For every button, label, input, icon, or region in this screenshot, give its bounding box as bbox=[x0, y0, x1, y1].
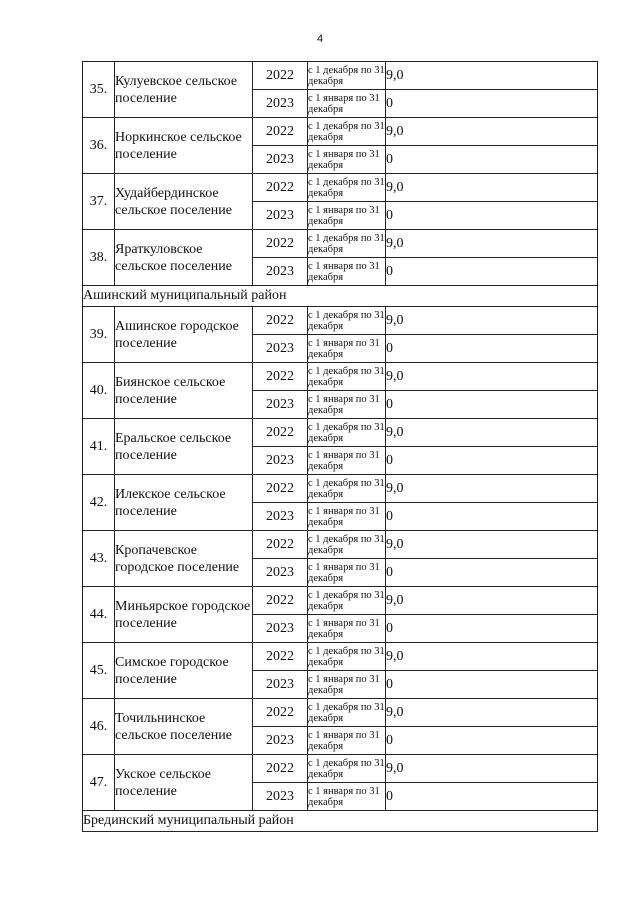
value-cell: 9,0 bbox=[386, 755, 598, 783]
table-row bbox=[83, 118, 598, 146]
year-cell: 2022 bbox=[253, 174, 308, 202]
period-cell: с 1 января по 31 декабря bbox=[308, 447, 386, 475]
row-number: 36. bbox=[83, 118, 115, 174]
settlement-name: Симское городское поселение bbox=[115, 643, 253, 699]
value-cell: 9,0 bbox=[386, 419, 598, 447]
value-cell: 0 bbox=[386, 90, 598, 118]
year-cell: 2022 bbox=[253, 118, 308, 146]
row-number: 35. bbox=[83, 62, 115, 118]
table-row bbox=[83, 475, 598, 503]
year-cell: 2023 bbox=[253, 559, 308, 587]
row-number: 43. bbox=[83, 531, 115, 587]
table-row bbox=[83, 230, 598, 258]
year-cell: 2023 bbox=[253, 615, 308, 643]
value-cell: 0 bbox=[386, 783, 598, 811]
table-row bbox=[83, 531, 598, 559]
period-cell: с 1 декабря по 31 декабря bbox=[308, 307, 386, 335]
period-cell: с 1 января по 31 декабря bbox=[308, 783, 386, 811]
row-number: 47. bbox=[83, 755, 115, 811]
year-cell: 2023 bbox=[253, 202, 308, 230]
settlement-name: Кропачевское городское поселение bbox=[115, 531, 253, 587]
period-cell: с 1 декабря по 31 декабря bbox=[308, 62, 386, 90]
period-cell: с 1 января по 31 декабря bbox=[308, 258, 386, 286]
year-cell: 2022 bbox=[253, 699, 308, 727]
table-row bbox=[83, 643, 598, 671]
table-row bbox=[83, 174, 598, 202]
period-cell: с 1 декабря по 31 декабря bbox=[308, 174, 386, 202]
row-number: 38. bbox=[83, 230, 115, 286]
year-cell: 2023 bbox=[253, 258, 308, 286]
period-cell: с 1 декабря по 31 декабря bbox=[308, 475, 386, 503]
year-cell: 2022 bbox=[253, 307, 308, 335]
value-cell: 9,0 bbox=[386, 230, 598, 258]
period-cell: с 1 января по 31 декабря bbox=[308, 391, 386, 419]
district-row bbox=[83, 811, 598, 832]
value-cell: 9,0 bbox=[386, 118, 598, 146]
value-cell: 0 bbox=[386, 727, 598, 755]
settlement-name: Худайбердинское сельское поселение bbox=[115, 174, 253, 230]
period-cell: с 1 января по 31 декабря bbox=[308, 559, 386, 587]
year-cell: 2022 bbox=[253, 643, 308, 671]
settlement-name: Яраткуловское сельское поселение bbox=[115, 230, 253, 286]
value-cell: 9,0 bbox=[386, 587, 598, 615]
value-cell: 0 bbox=[386, 671, 598, 699]
value-cell: 0 bbox=[386, 391, 598, 419]
year-cell: 2023 bbox=[253, 503, 308, 531]
table-row bbox=[83, 62, 598, 90]
value-cell: 9,0 bbox=[386, 363, 598, 391]
value-cell: 9,0 bbox=[386, 307, 598, 335]
district-name: Ашинский муниципальный район bbox=[83, 286, 598, 307]
row-number: 40. bbox=[83, 363, 115, 419]
year-cell: 2023 bbox=[253, 447, 308, 475]
value-cell: 0 bbox=[386, 335, 598, 363]
row-number: 44. bbox=[83, 587, 115, 643]
year-cell: 2022 bbox=[253, 363, 308, 391]
value-cell: 0 bbox=[386, 202, 598, 230]
table-row bbox=[83, 363, 598, 391]
settlement-name: Норкинское сельское поселение bbox=[115, 118, 253, 174]
period-cell: с 1 декабря по 31 декабря bbox=[308, 363, 386, 391]
period-cell: с 1 декабря по 31 декабря bbox=[308, 531, 386, 559]
row-number: 45. bbox=[83, 643, 115, 699]
row-number: 42. bbox=[83, 475, 115, 531]
period-cell: с 1 января по 31 декабря bbox=[308, 671, 386, 699]
tariff-table bbox=[82, 61, 598, 832]
value-cell: 0 bbox=[386, 503, 598, 531]
period-cell: с 1 января по 31 декабря bbox=[308, 615, 386, 643]
district-row bbox=[83, 286, 598, 307]
settlement-name: Биянское сельское поселение bbox=[115, 363, 253, 419]
period-cell: с 1 января по 31 декабря bbox=[308, 146, 386, 174]
year-cell: 2023 bbox=[253, 391, 308, 419]
value-cell: 0 bbox=[386, 559, 598, 587]
period-cell: с 1 декабря по 31 декабря bbox=[308, 755, 386, 783]
year-cell: 2022 bbox=[253, 587, 308, 615]
year-cell: 2022 bbox=[253, 755, 308, 783]
value-cell: 9,0 bbox=[386, 643, 598, 671]
year-cell: 2022 bbox=[253, 419, 308, 447]
period-cell: с 1 января по 31 декабря bbox=[308, 90, 386, 118]
settlement-name: Миньярское городское поселение bbox=[115, 587, 253, 643]
row-number: 41. bbox=[83, 419, 115, 475]
period-cell: с 1 января по 31 декабря bbox=[308, 727, 386, 755]
settlement-name: Еральское сельское поселение bbox=[115, 419, 253, 475]
settlement-name: Точильнинское сельское поселение bbox=[115, 699, 253, 755]
row-number: 46. bbox=[83, 699, 115, 755]
page-number: 4 bbox=[316, 33, 324, 45]
period-cell: с 1 декабря по 31 декабря bbox=[308, 230, 386, 258]
table-row bbox=[83, 755, 598, 783]
table-row bbox=[83, 307, 598, 335]
year-cell: 2023 bbox=[253, 90, 308, 118]
value-cell: 0 bbox=[386, 615, 598, 643]
year-cell: 2023 bbox=[253, 727, 308, 755]
row-number: 39. bbox=[83, 307, 115, 363]
period-cell: с 1 декабря по 31 декабря bbox=[308, 699, 386, 727]
value-cell: 0 bbox=[386, 146, 598, 174]
value-cell: 9,0 bbox=[386, 531, 598, 559]
year-cell: 2023 bbox=[253, 146, 308, 174]
settlement-name: Ашинское городское поселение bbox=[115, 307, 253, 363]
table-row bbox=[83, 419, 598, 447]
year-cell: 2023 bbox=[253, 335, 308, 363]
year-cell: 2022 bbox=[253, 230, 308, 258]
period-cell: с 1 декабря по 31 декабря bbox=[308, 118, 386, 146]
period-cell: с 1 января по 31 декабря bbox=[308, 335, 386, 363]
year-cell: 2022 bbox=[253, 475, 308, 503]
period-cell: с 1 декабря по 31 декабря bbox=[308, 587, 386, 615]
value-cell: 9,0 bbox=[386, 174, 598, 202]
period-cell: с 1 декабря по 31 декабря bbox=[308, 419, 386, 447]
period-cell: с 1 декабря по 31 декабря bbox=[308, 643, 386, 671]
district-name: Брединский муниципальный район bbox=[83, 811, 598, 832]
value-cell: 9,0 bbox=[386, 62, 598, 90]
year-cell: 2022 bbox=[253, 531, 308, 559]
settlement-name: Илекское сельское поселение bbox=[115, 475, 253, 531]
settlement-name: Кулуевское сельское поселение bbox=[115, 62, 253, 118]
value-cell: 9,0 bbox=[386, 475, 598, 503]
table-row bbox=[83, 587, 598, 615]
period-cell: с 1 января по 31 декабря bbox=[308, 503, 386, 531]
year-cell: 2022 bbox=[253, 62, 308, 90]
period-cell: с 1 января по 31 декабря bbox=[308, 202, 386, 230]
value-cell: 9,0 bbox=[386, 699, 598, 727]
value-cell: 0 bbox=[386, 258, 598, 286]
settlement-name: Укское сельское поселение bbox=[115, 755, 253, 811]
table-row bbox=[83, 699, 598, 727]
year-cell: 2023 bbox=[253, 783, 308, 811]
row-number: 37. bbox=[83, 174, 115, 230]
year-cell: 2023 bbox=[253, 671, 308, 699]
value-cell: 0 bbox=[386, 447, 598, 475]
